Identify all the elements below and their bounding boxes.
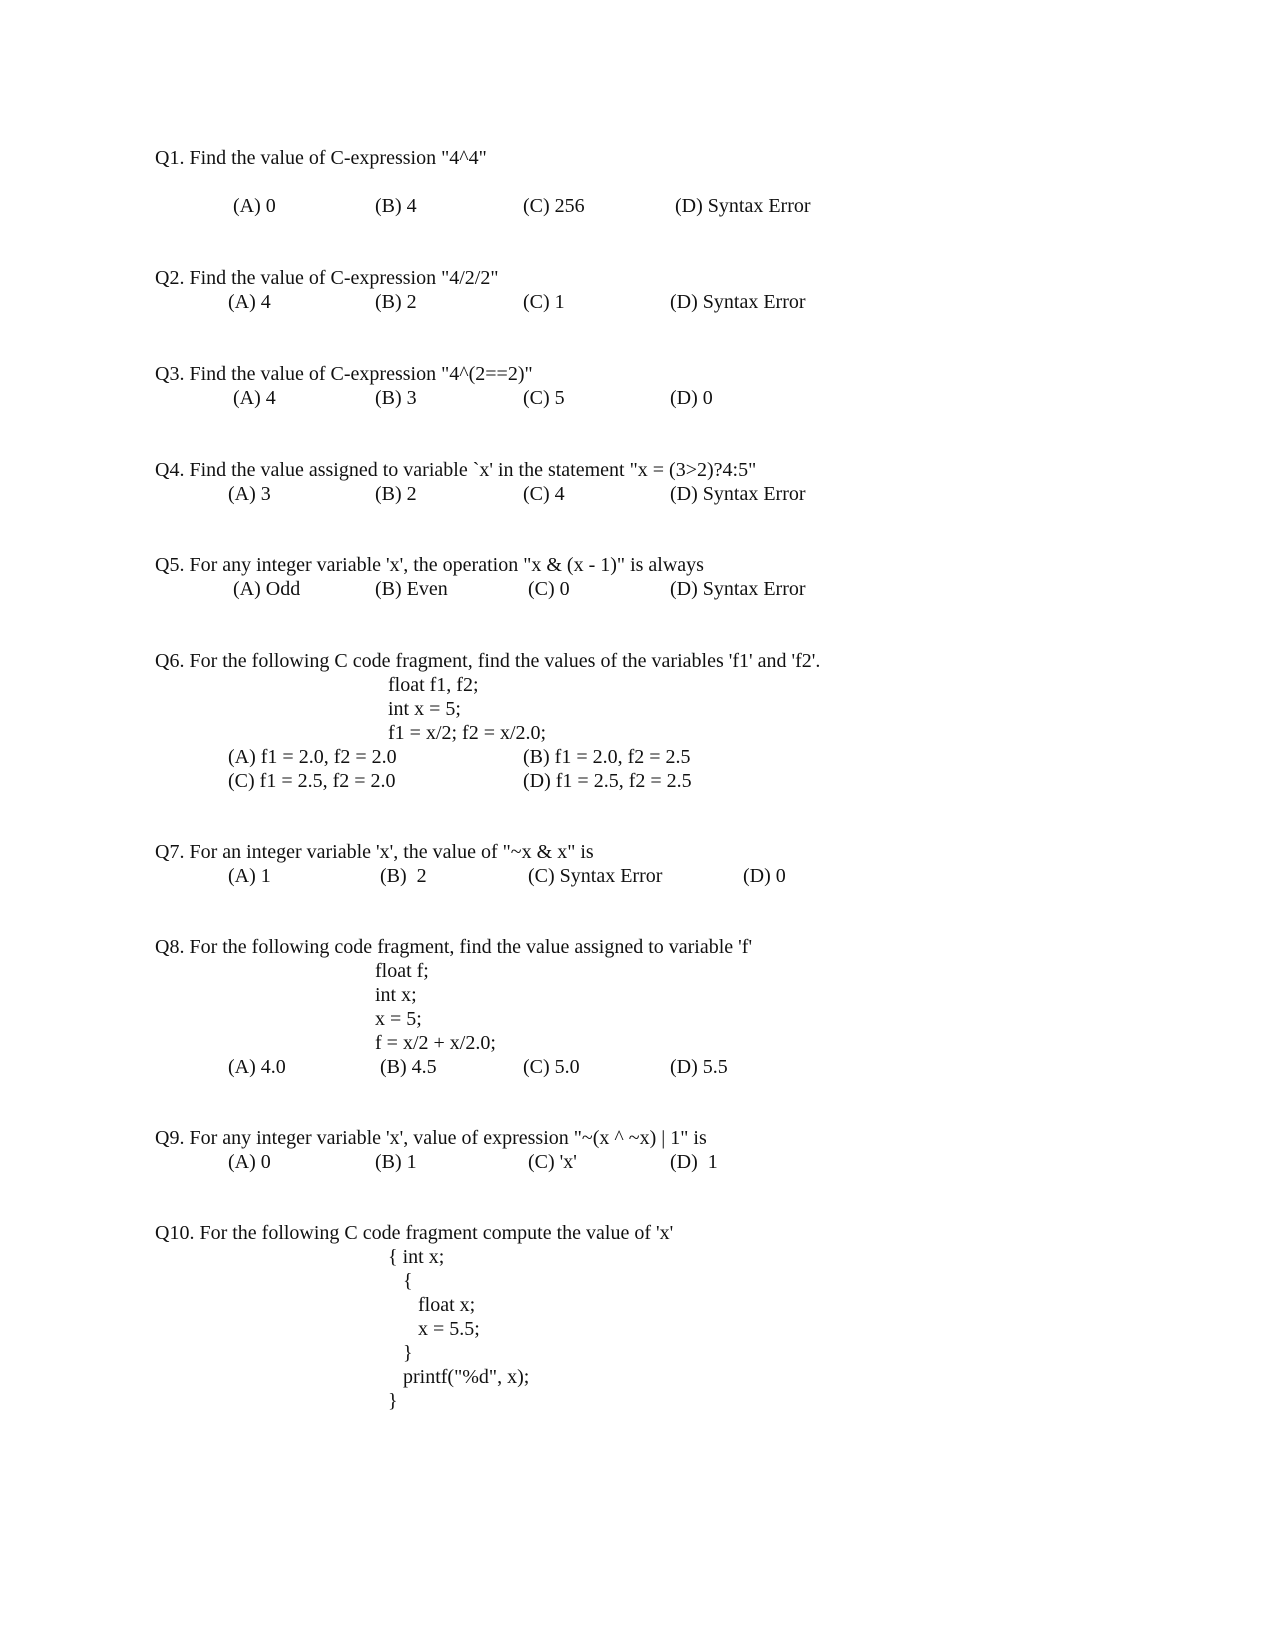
q8-code-line-1: float f; bbox=[375, 960, 429, 982]
question-3: Q3. Find the value of C-expression "4^(2==2)" bbox=[155, 363, 533, 385]
q4-option-d: (D) Syntax Error bbox=[670, 483, 806, 505]
q1-option-c: (C) 256 bbox=[523, 195, 585, 217]
q5-option-c: (C) 0 bbox=[528, 578, 570, 600]
q8-option-c: (C) 5.0 bbox=[523, 1056, 580, 1078]
q4-option-a: (A) 3 bbox=[228, 483, 271, 505]
q2-option-c: (C) 1 bbox=[523, 291, 565, 313]
q8-option-b: (B) 4.5 bbox=[380, 1056, 437, 1078]
q9-option-d: (D) 1 bbox=[670, 1151, 718, 1173]
q7-option-c: (C) Syntax Error bbox=[528, 865, 663, 887]
q10-code-line-6: printf("%d", x); bbox=[388, 1366, 530, 1388]
q8-code-line-2: int x; bbox=[375, 984, 417, 1006]
q7-option-b: (B) 2 bbox=[380, 865, 427, 887]
q7-option-a: (A) 1 bbox=[228, 865, 271, 887]
question-10: Q10. For the following C code fragment compute the value of 'x' bbox=[155, 1222, 674, 1244]
q9-option-a: (A) 0 bbox=[228, 1151, 271, 1173]
q7-option-d: (D) 0 bbox=[743, 865, 786, 887]
q2-option-b: (B) 2 bbox=[375, 291, 417, 313]
q1-option-a: (A) 0 bbox=[233, 195, 276, 217]
question-1: Q1. Find the value of C-expression "4^4" bbox=[155, 147, 487, 169]
q6-option-d: (D) f1 = 2.5, f2 = 2.5 bbox=[523, 770, 692, 792]
question-9: Q9. For any integer variable 'x', value of expression "~(x ^ ~x) | 1" is bbox=[155, 1127, 707, 1149]
question-8: Q8. For the following code fragment, find the value assigned to variable 'f' bbox=[155, 936, 753, 958]
q6-code-line-3: f1 = x/2; f2 = x/2.0; bbox=[388, 722, 547, 744]
q1-option-b: (B) 4 bbox=[375, 195, 417, 217]
q10-code-line-1: { int x; bbox=[388, 1246, 445, 1268]
q5-option-d: (D) Syntax Error bbox=[670, 578, 806, 600]
q6-option-b: (B) f1 = 2.0, f2 = 2.5 bbox=[523, 746, 691, 768]
q3-option-c: (C) 5 bbox=[523, 387, 565, 409]
q6-code-line-1: float f1, f2; bbox=[388, 674, 479, 696]
q2-option-a: (A) 4 bbox=[228, 291, 271, 313]
q10-code-line-3: float x; bbox=[388, 1294, 476, 1316]
q3-option-a: (A) 4 bbox=[233, 387, 276, 409]
q5-option-a: (A) Odd bbox=[233, 578, 301, 600]
question-4: Q4. Find the value assigned to variable `x' in the statement "x = (3>2)?4:5" bbox=[155, 459, 757, 481]
q8-code-line-4: f = x/2 + x/2.0; bbox=[375, 1032, 496, 1054]
q3-option-d: (D) 0 bbox=[670, 387, 713, 409]
q10-code-line-5: } bbox=[388, 1342, 413, 1364]
q6-option-c: (C) f1 = 2.5, f2 = 2.0 bbox=[228, 770, 396, 792]
q6-option-a: (A) f1 = 2.0, f2 = 2.0 bbox=[228, 746, 397, 768]
q8-code-line-3: x = 5; bbox=[375, 1008, 422, 1030]
question-2: Q2. Find the value of C-expression "4/2/2" bbox=[155, 267, 499, 289]
q8-option-a: (A) 4.0 bbox=[228, 1056, 286, 1078]
q10-code-line-4: x = 5.5; bbox=[388, 1318, 480, 1340]
q10-code-line-2: { bbox=[388, 1270, 413, 1292]
q3-option-b: (B) 3 bbox=[375, 387, 417, 409]
q4-option-c: (C) 4 bbox=[523, 483, 565, 505]
question-5: Q5. For any integer variable 'x', the operation "x & (x - 1)" is always bbox=[155, 554, 704, 576]
q5-option-b: (B) Even bbox=[375, 578, 448, 600]
q9-option-b: (B) 1 bbox=[375, 1151, 417, 1173]
question-7: Q7. For an integer variable 'x', the value of "~x & x" is bbox=[155, 841, 594, 863]
q4-option-b: (B) 2 bbox=[375, 483, 417, 505]
q1-option-d: (D) Syntax Error bbox=[675, 195, 811, 217]
q6-code-line-2: int x = 5; bbox=[388, 698, 461, 720]
question-6: Q6. For the following C code fragment, find the values of the variables 'f1' and 'f2'. bbox=[155, 650, 821, 672]
q2-option-d: (D) Syntax Error bbox=[670, 291, 806, 313]
q8-option-d: (D) 5.5 bbox=[670, 1056, 728, 1078]
q9-option-c: (C) 'x' bbox=[528, 1151, 577, 1173]
q10-code-line-7: } bbox=[388, 1390, 398, 1412]
